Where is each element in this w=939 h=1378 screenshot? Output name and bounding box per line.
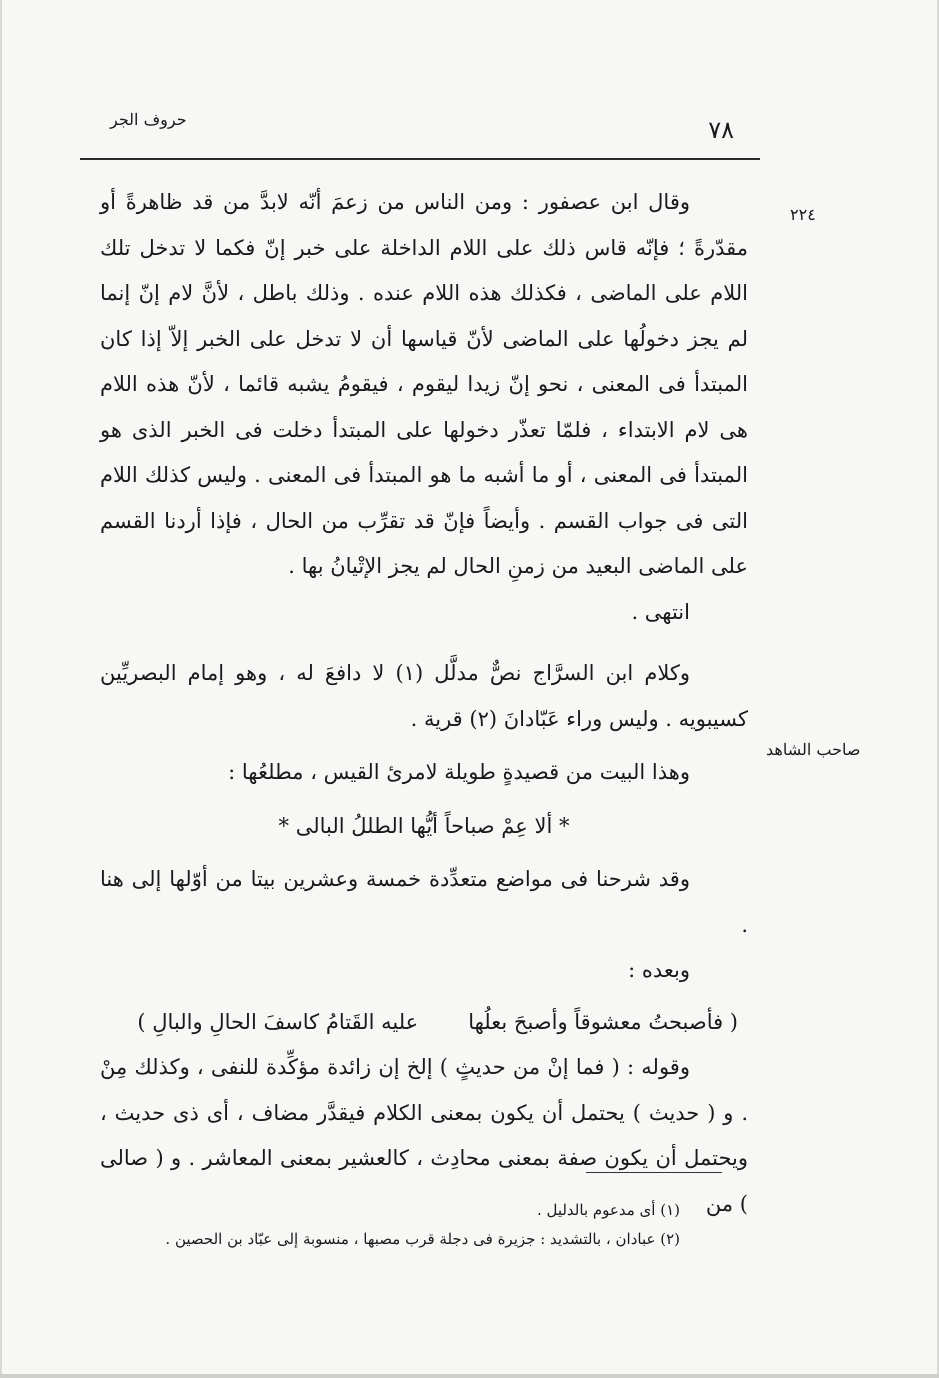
footnote-2: (٢) عبادان ، بالتشديد : جزيرة فى دجلة قرب مصبها ، منسوبة إلى عبّاد بن الحصين .: [165, 1230, 680, 1248]
paragraph-commentary: وقد شرحنا فى مواضع متعدِّدة خمسة وعشرين بيتا من أوّلها إلى هنا .: [100, 867, 748, 937]
paragraph-explanation: وقوله : ( فما إنْ من حديثٍ ) إلخ إن زائدة مؤكِّدة للنفى ، وكذلك مِنْ . و ( حديث ) يحتمل أن يكون بمعنى الكلام فيقدَّر مضاف ، أى ذى حديث ، ويحتمل أن يكون صفة بمعنى محادِث ، كالعشير بمعنى المعاشر . و ( صالى ) من: [100, 1055, 748, 1216]
page-edge-left: [0, 0, 2, 1378]
paragraph-after: وبعده :: [628, 958, 690, 982]
paragraph-poem-intro: وهذا البيت من قصيدةٍ طويلة لامرئ القيس ، مطلعُها :: [228, 760, 690, 784]
page-number: ٧٨: [708, 116, 734, 144]
footnote-rule: [586, 1172, 722, 1173]
paragraph-ibn-usfur: وقال ابن عصفور : ومن الناس من زعمَ أنّه لابدَّ من قد ظاهرةً أو مقدّرةً ؛ فإنّه قاس ذلك على اللام الداخلة على خبر إنّ فكما لا تدخل تلك اللام على الماضى ، فكذلك هذه اللام عنده . وذلك باطل ، لأنَّ لام إنّ إنما لم يجز دخولُها على الماضى لأنّ قياسها أن لا تدخل على الخبر إلاّ إذا كان المبتدأ فى المعنى ، نحو إنّ زيدا ليقوم ، فيقومُ يشبه قائما ، لأنّ هذه اللام هى لام الابتداء ، فلمّا تعذّر دخولها على المبتدأ دخلت فى الخبر الذى هو المبتدأ فى المعنى ، أو ما أشبه ما هو المبتدأ فى المعنى . وليس كذلك اللام التى فى جواب القسم . وأيضاً فإنّ قد تقرِّب من الحال ، فإذا أردنا القسم على الماضى البعيد من زمنِ الحال لم يجز الإتْيانُ بها .: [100, 190, 748, 578]
paragraph-end-quote: انتهى .: [631, 599, 690, 624]
verse-opening: * ألا عِمْ صباحاً أيُّها الطللُ البالى *: [278, 813, 570, 838]
paragraph-ibn-sarraj: وكلام ابن السرَّاج نصٌّ مدلَّل (١) لا دافعَ له ، وهو إمام البصريِّين كسيبويه . وليس وراء عَبّادانَ (٢) قرية .: [100, 661, 748, 731]
header-rule: [80, 158, 760, 160]
margin-note-heading: صاحب الشاهد: [766, 740, 861, 759]
running-title: حروف الجر: [110, 110, 187, 129]
footnotes: [120, 1196, 680, 1254]
verse-couplet: [100, 1000, 748, 1046]
couplet-second-hemistich: عليه القَتامُ كاسفَ الحالِ والبالِ ): [137, 1009, 419, 1034]
margin-note-number: ٢٢٤: [790, 205, 816, 224]
page-bottom-edge: [0, 1374, 939, 1378]
page-header: [80, 104, 760, 164]
main-text: [100, 180, 748, 1227]
footnote-1: (١) أى مدعوم بالدليل .: [536, 1201, 680, 1219]
couplet-first-hemistich: ( فأصبحتُ معشوقاً وأصبحَ بعلُها: [468, 1009, 738, 1034]
